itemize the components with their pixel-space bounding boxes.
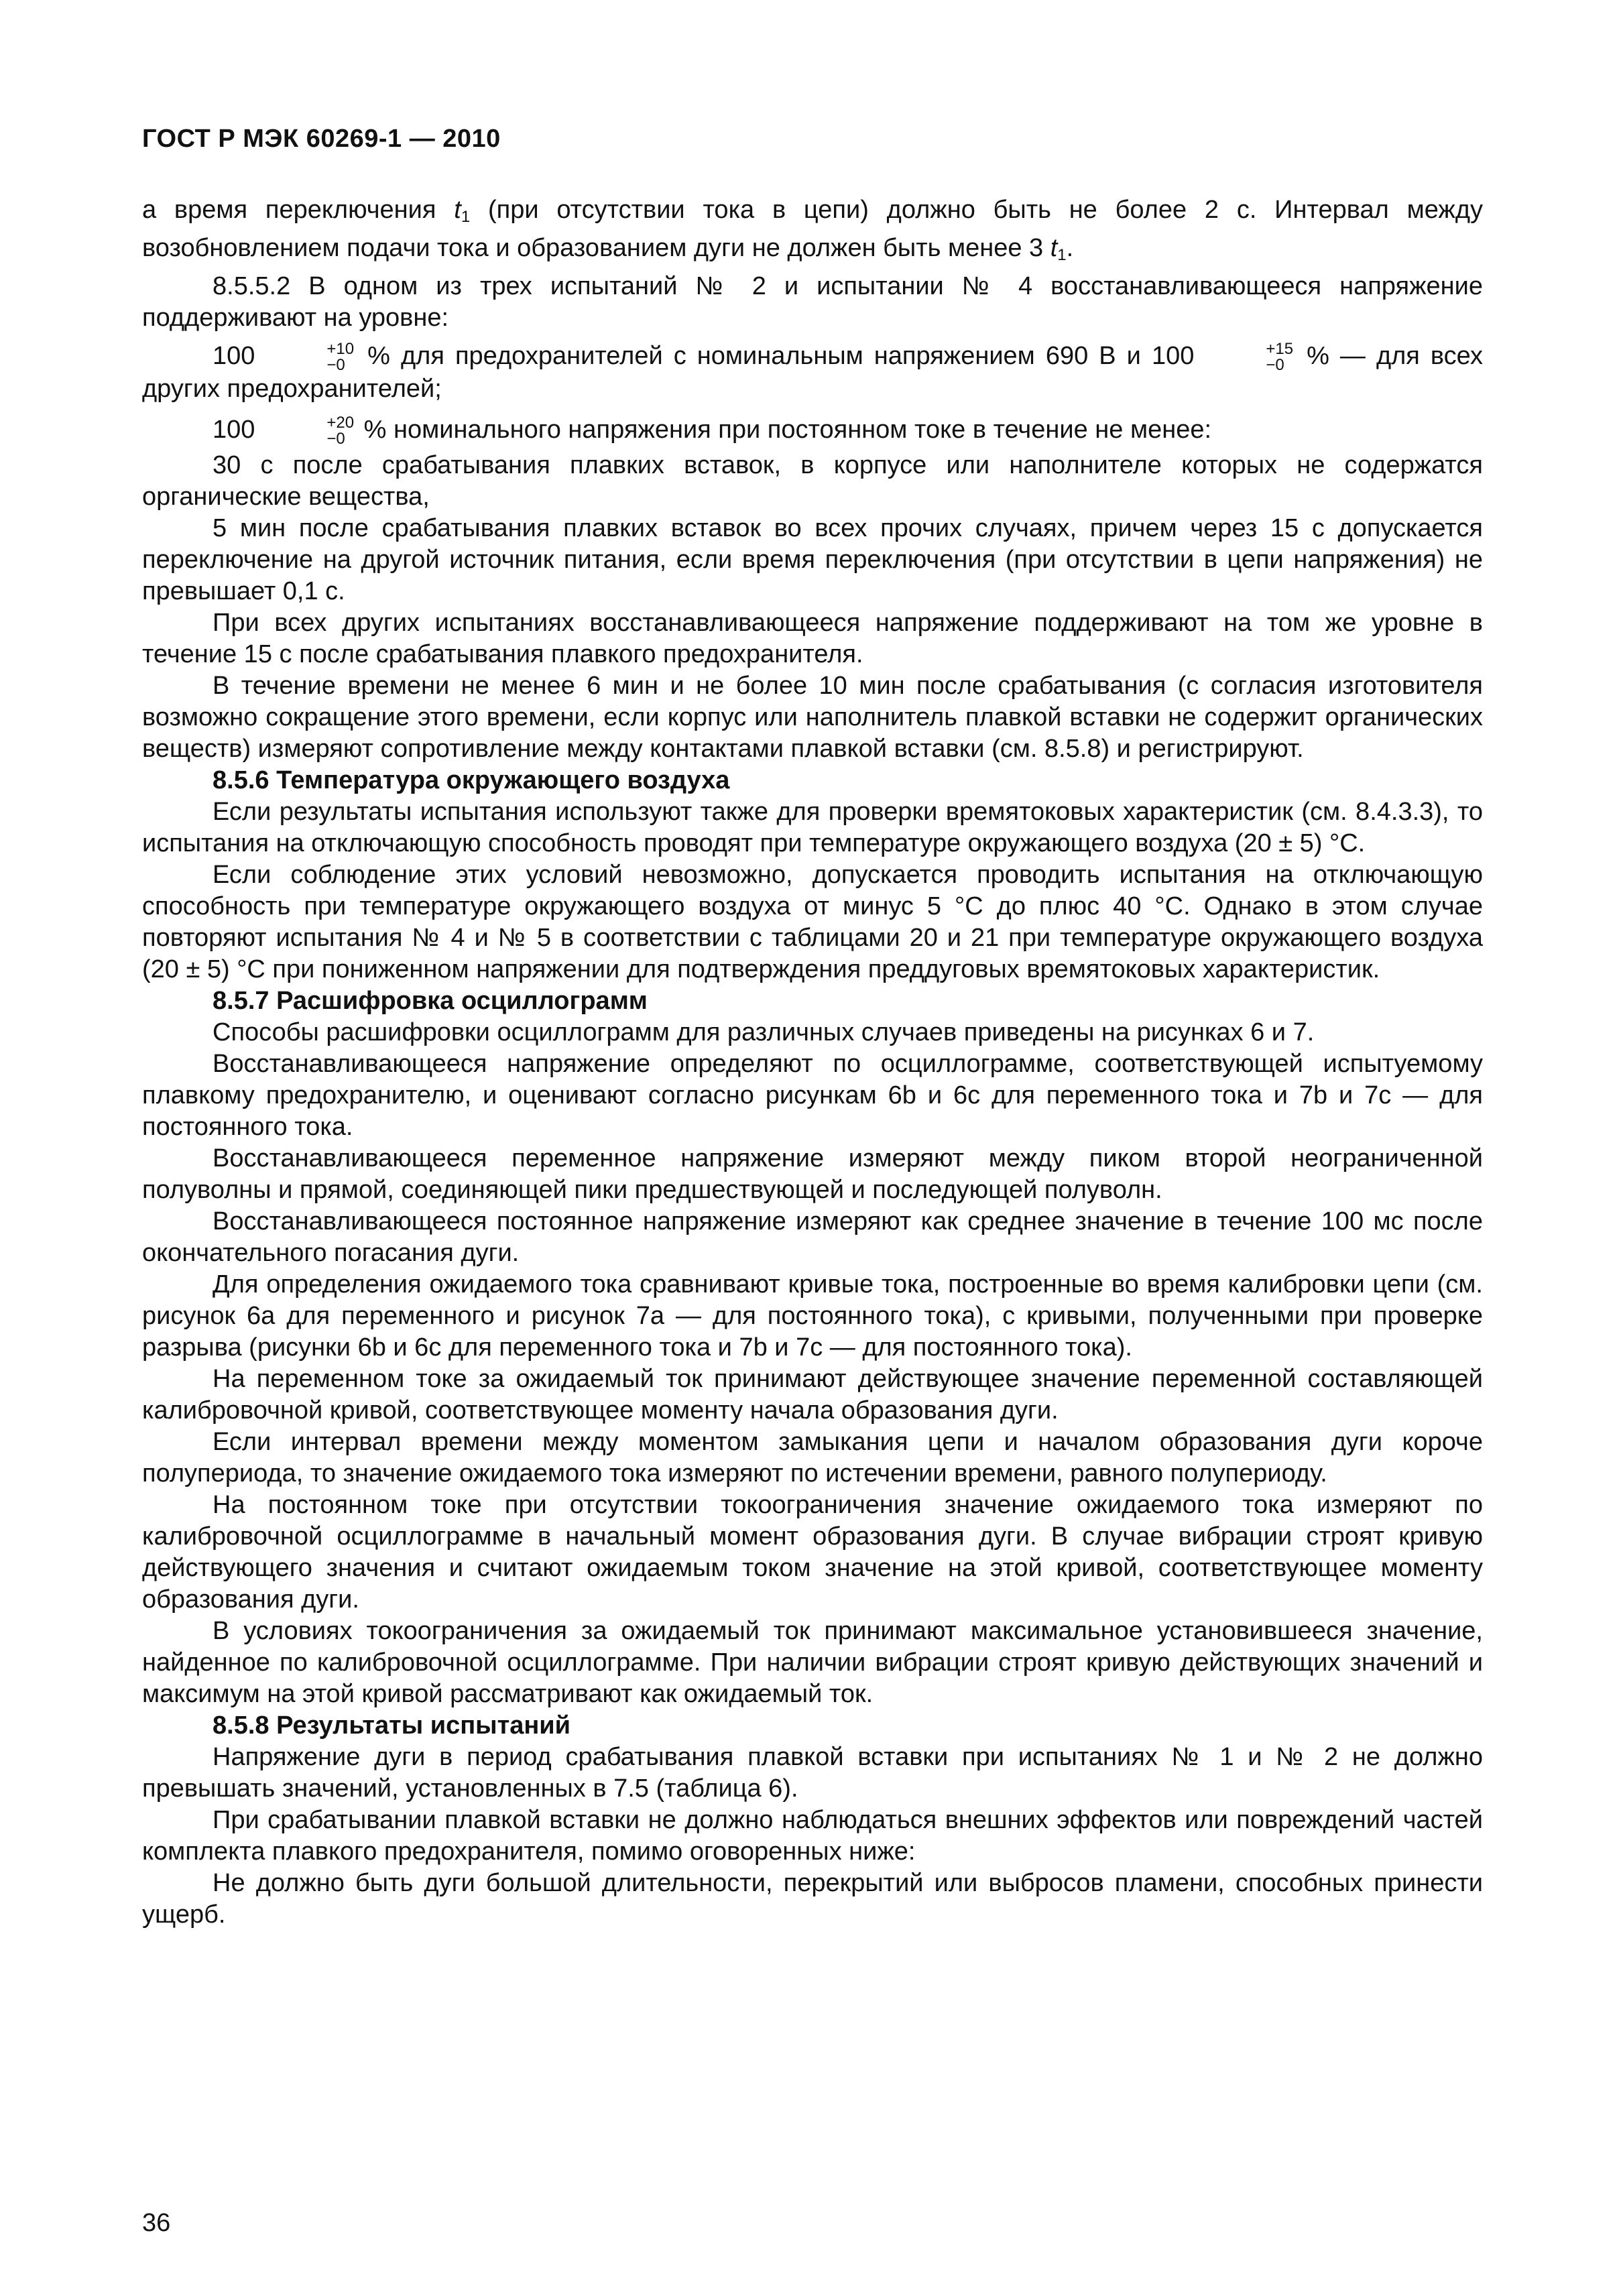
paragraph: Восстанавливающееся постоянное напряжение измеряют как среднее значение в течение 100 мс после окончательного погасания дуги. (142, 1207, 1483, 1267)
document-body (142, 194, 1483, 1931)
section-heading: 8.5.8 Результаты испытаний (213, 1711, 571, 1740)
paragraph: Напряжение дуги в период срабатывания плавкой вставки при испытаниях № 1 и № 2 не должно превышать значений, установленных в 7.5 (таблица 6). (142, 1742, 1483, 1803)
paragraph: Если интервал времени между моментом замыкания цепи и началом образования дуги короче полупериода, то значение ожидаемого тока измеряют по истечении времени, равного полупериоду. (142, 1427, 1483, 1488)
paragraph: На переменном токе за ожидаемый ток принимают действующее значение переменной составляющей калибровочной кривой, соответствующее моменту начала образования дуги. (142, 1364, 1483, 1425)
paragraph: 30 с после срабатывания плавких вставок, в корпусе или наполнителе которых не содержатся органические вещества, (142, 450, 1483, 511)
section-heading: 8.5.6 Температура окружающего воздуха (213, 766, 730, 794)
paragraph: На постоянном токе при отсутствии токоограничения значение ожидаемого тока измеряют по калибровочной осциллограмме в начальный момент образования дуги. В случае вибрации строят кривую действующего значения и считают ожидаемым током значение на этой кривой, соответствующее моменту образования дуги. (142, 1490, 1483, 1614)
page-header: ГОСТ Р МЭК 60269-1 — 2010 (142, 125, 501, 153)
paragraph: 8.5.5.2 В одном из трех испытаний № 2 и испытании № 4 восстанавливающееся напряжение поддерживают на уровне: (142, 272, 1483, 332)
paragraph: Если соблюдение этих условий невозможно, допускается проводить испытания на отключающую способность при температуре окружающего воздуха от минус 5 °С до плюс 40 °С. Однако в этом случае повторяют испытания № 4 и № 5 в соответствии с таблицами 20 и 21 при температуре окружающего воздуха (20 ± 5) °С при пониженном напряжении для подтверждения преддуговых времятоковых характеристик. (142, 860, 1483, 983)
tolerance: +20 −0 (326, 413, 355, 448)
formula-paragraph: 100 +10 −0 % для предохранителей с номинальным напряжением 690 В и 100 +15 −0 % — для всех других предохранителей; (142, 339, 1483, 403)
paragraph: Восстанавливающееся напряжение определяют по осциллограмме, соответствующей испытуемому плавкому предохранителю, и оценивают согласно рисункам 6b и 6c для переменного тока и 7b и 7c — для постоянного тока. (142, 1049, 1483, 1141)
paragraph: Не должно быть дуги большой длительности, перекрытий или выбросов пламени, способных принести ущерб. (142, 1868, 1483, 1929)
tolerance: +15 −0 (1266, 339, 1294, 374)
tolerance: +10 −0 (326, 339, 355, 374)
formula-paragraph: 100 +20 −0 % номинального напряжения при постоянном токе в течение не менее: (213, 413, 1212, 448)
paragraph: В течение времени не менее 6 мин и не более 10 мин после срабатывания (с согласия изготовителя возможно сокращение этого времени, если корпус или наполнитель плавкой вставки не содержит органических веществ) измеряют сопротивление между контактами плавкой вставки (см. 8.5.8) и регистрируют. (142, 671, 1483, 763)
paragraph: 5 мин после срабатывания плавких вставок во всех прочих случаях, причем через 15 с допускается переключение на другой источник питания, если время переключения (при отсутствии в цепи напряжения) не превышает 0,1 с. (142, 513, 1483, 605)
paragraph: а время переключения $t_1$ (при отсутствии тока в цепи) должно быть не более 2 с. Интервал между возобновлением подачи тока и образованием дуги не должен быть менее 3 $t_1$. (142, 196, 1483, 264)
paragraph: Если результаты испытания используют также для проверки времятоковых характеристик (см. 8.4.3.3), то испытания на отключающую способность проводят при температуре окружающего воздуха (20 ± 5) °С. (142, 797, 1483, 857)
paragraph: Восстанавливающееся переменное напряжение измеряют между пиком второй неограниченной полуволны и прямой, соединяющей пики предшествующей и последующей полуволн. (142, 1144, 1483, 1204)
section-heading: 8.5.7 Расшифровка осциллограмм (213, 986, 648, 1015)
paragraph: В условиях токоограничения за ожидаемый ток принимают максимальное установившееся значение, найденное по калибровочной осциллограмме. При наличии вибрации строят кривую действующих значений и максимум на этой кривой рассматривают как ожидаемый ток. (142, 1616, 1483, 1708)
paragraph: При срабатывании плавкой вставки не должно наблюдаться внешних эффектов или повреждений частей комплекта плавкого предохранителя, помимо оговоренных ниже: (142, 1805, 1483, 1866)
paragraph: При всех других испытаниях восстанавливающееся напряжение поддерживают на том же уровне в течение 15 с после срабатывания плавкого предохранителя. (142, 608, 1483, 668)
page-number: 36 (142, 2209, 171, 2237)
paragraph: Для определения ожидаемого тока сравнивают кривые тока, построенные во время калибровки цепи (см. рисунок 6а для переменного и рисунок 7а — для постоянного тока), с кривыми, полученными при проверке разрыва (рисунки 6b и 6c для переменного тока и 7b и 7c — для постоянного тока). (142, 1270, 1483, 1362)
paragraph: Способы расшифровки осциллограмм для различных случаев приведены на рисунках 6 и 7. (213, 1018, 1315, 1046)
